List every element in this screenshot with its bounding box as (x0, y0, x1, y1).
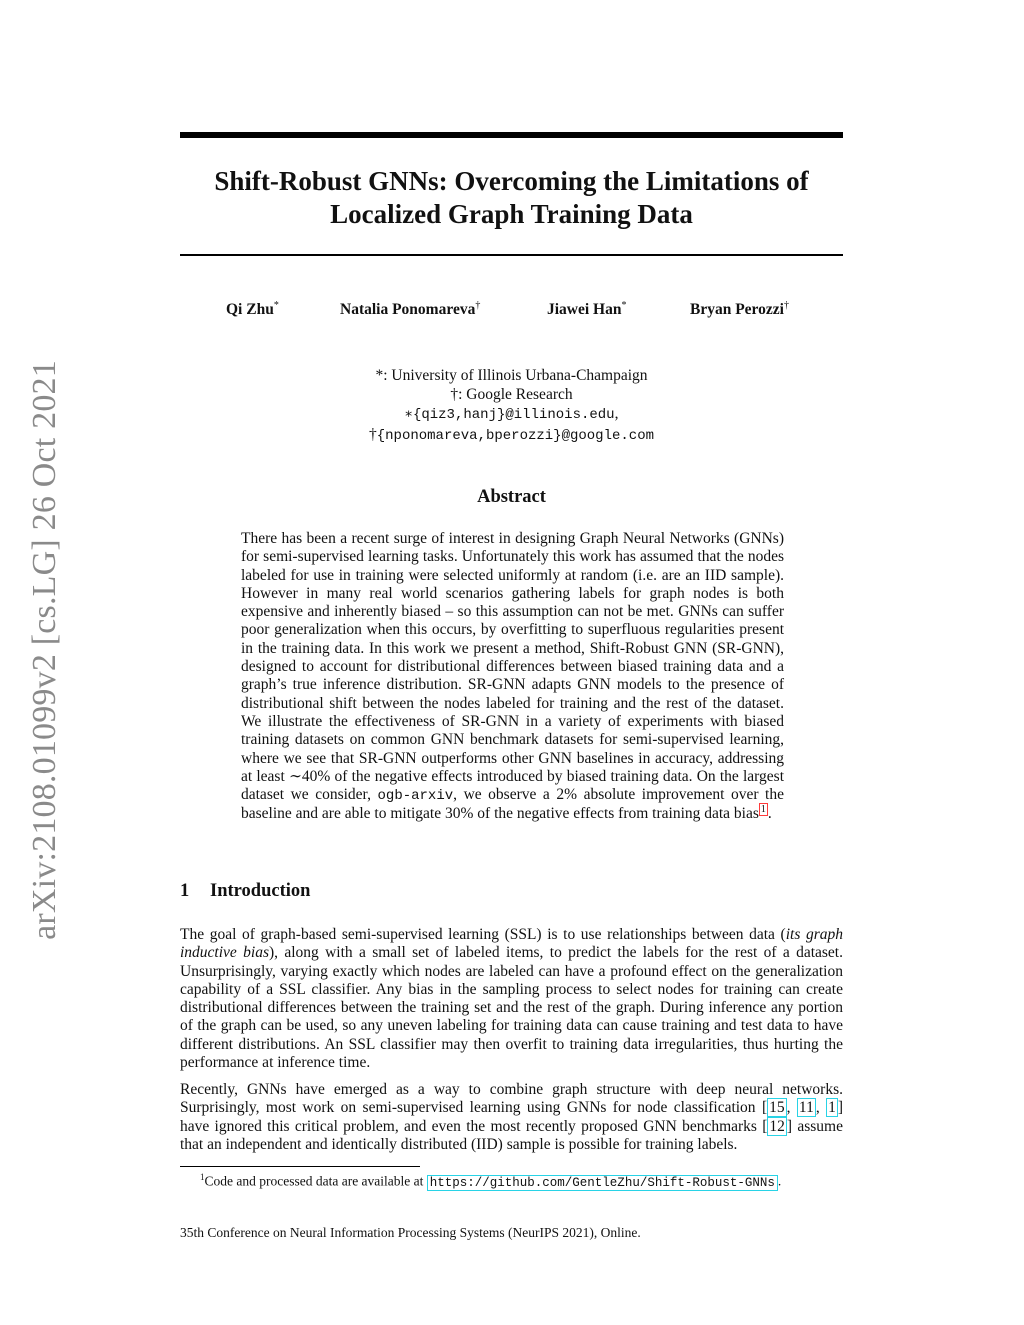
venue-line: 35th Conference on Neural Information Processing Systems (NeurIPS 2021), Online. (180, 1225, 641, 1240)
footnote: $^1$Code and processed data are available at https://github.com/GentleZhu/Shift-Robust-GNNs . (200, 1172, 782, 1190)
intro-paragraph-1: The goal of graph-based semi-supervised learning (SSL) is to use relationships between data (its graph inductive bias), along with a small set of labeled items, to predict the labels for the rest of a dataset. Unsurprisingly, varying exactly which nodes are labeled can have a profound effect on the generalization capability of a SSL classifier. Any bias in the sampling process to select nodes for training can create distributional differences between the training set and the rest of the graph. During inference any portion of the graph can be used, so any uneven labeling for training data can cause training and test data to have different distributions. An SSL classifier may then overfit to training data irregularities, thus hurting the performance at inference time. (180, 926, 843, 1072)
author-mark: † (475, 300, 481, 311)
email-google: †{nponomareva,bperozzi}@google.com (369, 426, 654, 444)
affiliations (180, 366, 843, 446)
author-bryan-perozzi: Bryan Perozzi† (690, 300, 789, 319)
author-list (180, 300, 843, 322)
affiliation-illinois: *: University of Illinois Urbana-Champaign (375, 367, 648, 384)
abstract-heading: Abstract (477, 487, 546, 507)
citation-link-12[interactable]: 12 (769, 1117, 785, 1135)
author-mark: † (783, 300, 789, 311)
citation-link-1[interactable]: 1 (828, 1099, 836, 1117)
section-heading-introduction (180, 881, 310, 902)
section-number: 1 (180, 881, 190, 901)
footnote-ref-link[interactable]: 1 (760, 804, 766, 816)
intro-paragraph-2: Recently, GNNs have emerged as a way to combine graph structure with deep neural networks. Surprisingly, most work on semi-supervised learning using GNNs for node classification [ 15 , 11 , 1 ] have ignored this critical problem, and even the most recently proposed GNN benchmarks [ 12 ] assume that an independent and identically distributed (IID) sample is possible for training labels. (180, 1081, 844, 1153)
title-bottom-rule (180, 254, 843, 256)
paper-title: Shift-Robust GNNs: Overcoming the Limitations of Localized Graph Training Data (214, 166, 809, 229)
author-mark: * (273, 300, 279, 311)
arxiv-stamp-text: arXiv:2108.01099v2 [cs.LG] 26 Oct 2021 (26, 360, 63, 940)
github-url-link[interactable]: https://github.com/GentleZhu/Shift-Robust-GNNs (427, 1175, 778, 1191)
citation-link-15[interactable]: 15 (769, 1099, 785, 1117)
author-qi-zhu: Qi Zhu* (226, 300, 279, 319)
affiliation-google: †: Google Research (450, 386, 573, 403)
section-title: Introduction (210, 881, 311, 901)
title-top-rule (180, 132, 843, 138)
author-natalia-ponomareva: Natalia Ponomareva† (340, 300, 481, 319)
author-jiawei-han: Jiawei Han* (547, 300, 627, 319)
footnote-rule (180, 1166, 420, 1167)
citation-link-11[interactable]: 11 (798, 1099, 814, 1117)
abstract-text: There has been a recent surge of interest in designing Graph Neural Networks (GNNs) for semi-supervised learning tasks. Unfortunately this work has assumed that the nodes labeled for use in training were selected uniformly at random (i.e. are an IID sample). However in many real world scenarios gathering labels for graph nodes is both expensive and inherently biased – so this assumption can not be met. GNNs can suffer poor generalization when this occurs, by overfitting to superfluous regularities present in the training data. In this work we present a method, Shift-Robust GNN (SR-GNN), designed to account for distributional differences between biased training data and a graph’s true inference distribution. SR-GNN adapts GNN models to the presence of distributional shift between the nodes labeled for training and the rest of the dataset. We illustrate the effectiveness of SR-GNN in a variety of experiments with biased training datasets on common GNN benchmark datasets for semi-supervised learning, where we see that SR-GNN outperforms other GNN baselines in accuracy, addressing at least ∼40% of the negative effects introduced by biased training data. On the largest dataset we consider, ogb-arxiv, we observe a 2% absolute improvement over the baseline and are able to mitigate 30% of the negative effects from training data bias $^1$ . (241, 530, 784, 823)
dataset-code: ogb-arxiv (377, 788, 454, 805)
author-mark: * (621, 300, 627, 311)
email-illinois: ∗{qiz3,hanj}@illinois.edu, (404, 405, 619, 423)
footnote-mark: 1 (200, 1172, 205, 1182)
